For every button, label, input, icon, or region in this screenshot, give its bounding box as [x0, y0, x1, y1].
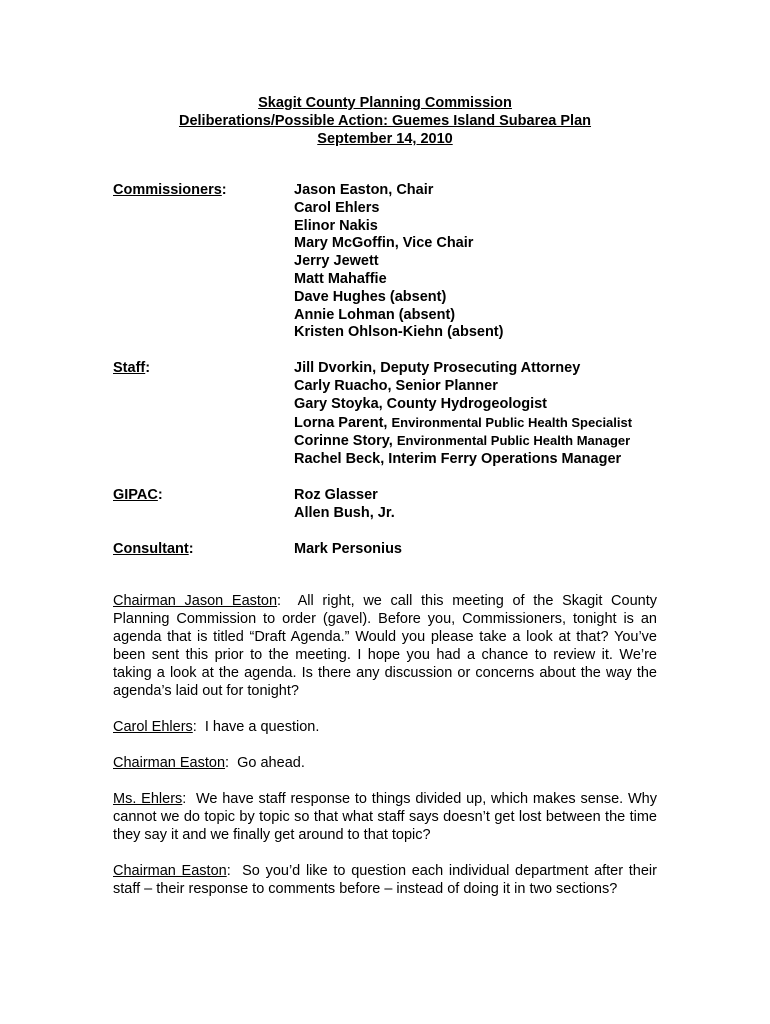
transcript-paragraph: Carol Ehlers: I have a question.: [113, 719, 320, 735]
speaker-name: Chairman Easton: [113, 863, 227, 879]
commissioner-name: Carol Ehlers: [294, 199, 380, 216]
gipac-member: Roz Glasser: [294, 486, 378, 503]
transcript-paragraph: Chairman Jason Easton: All right, we call this meeting of the Skagit County Planning Commission to order (gavel). Before you, Commissioners, tonight is an agenda that is titled “Draft Agenda.” Would you please take a look at that? You’ve been sent this prior to the meeting. I hope you had a chance to review it. We’re taking a look at the agenda. Is there any discussion or concerns about the way the agenda’s laid out for tonight?: [113, 593, 658, 699]
commissioner-name: Jason Easton, Chair: [294, 182, 434, 198]
header-agenda-title: Deliberations/Possible Action: Guemes Island Subarea Plan: [178, 113, 592, 129]
commissioner-name: Jerry Jewett: [294, 253, 379, 270]
speech-text: We have staff response to things divided up, which makes sense. Why cannot we do topic by topic so that what staff says doesn’t get lost between the time they say it and we finally get around to that topic?: [113, 791, 657, 843]
attendance-roster: [113, 182, 673, 558]
speaker-name: Carol Ehlers: [113, 719, 193, 735]
speech-text: I have a question.: [204, 719, 320, 735]
commissioner-name: Matt Mahaffie: [294, 270, 387, 287]
speech-text: So you’d like to question each individual department after their staff – their response to comments before – instead of doing it in two sections?: [113, 863, 657, 897]
document-header: [0, 94, 770, 148]
staff-list: [294, 360, 632, 469]
speaker-name: Ms. Ehlers: [113, 791, 183, 807]
speech-text: All right, we call this meeting of the Skagit County Planning Commission to order (gavel). Before you, Commissioners, tonight is an agenda that is titled “Draft Agenda.” Would you please take a look at that? You’ve been sent this prior to the meeting. I hope you had a chance to review it. We’re taking a look at the agenda. Is there any discussion or concerns about the way the agenda’s laid out for tonight?: [113, 593, 658, 699]
commissioners-label: Commissioners: [113, 182, 222, 198]
speaker-name: Chairman Easton: [113, 755, 226, 771]
staff-member: Rachel Beck, Interim Ferry Operations Manager: [294, 451, 622, 468]
gipac-list: [294, 487, 395, 523]
staff-label: Staff: [113, 360, 146, 377]
commissioner-name: Elinor Nakis: [294, 217, 378, 234]
gipac-label: GIPAC: [113, 486, 158, 503]
staff-member: Carly Ruacho, Senior Planner: [294, 377, 498, 394]
staff-group: Staff: Jill Dvorkin, Deputy Prosecuting Attorney Carly Ruacho, Senior Planner Gary Stoyka, County Hydrogeologist Lorna Parent, Environmental Public Health Specialist Corinne Story, Environmental Public Health Manager Rachel Beck, Interim Ferry Operations Manager: [113, 360, 633, 468]
speech-text: Go ahead.: [237, 755, 305, 771]
commissioners-list: [294, 182, 503, 342]
consultant-list: [294, 541, 402, 559]
consultant-label: Consultant: [113, 540, 189, 557]
staff-title: Environmental Public Health Specialist: [391, 414, 633, 430]
speaker-name: Chairman Jason Easton: [113, 593, 278, 609]
header-commission-title: Skagit County Planning Commission: [258, 95, 512, 111]
transcript-paragraph: Chairman Easton: So you’d like to question each individual department after their staff – their response to comments before – instead of doing it in two sections?: [113, 863, 657, 897]
gipac-group: GIPAC: Roz Glasser Allen Bush, Jr.: [113, 486, 395, 521]
header-date: September 14, 2010: [317, 131, 453, 147]
commissioner-name: Mary McGoffin, Vice Chair: [294, 235, 474, 252]
transcript-paragraph: Chairman Easton: Go ahead.: [113, 755, 305, 771]
meeting-transcript: [113, 592, 657, 916]
transcript-paragraph: Ms. Ehlers: We have staff response to things divided up, which makes sense. Why cannot we do topic by topic so that what staff says doesn’t get lost between the time they say it and we finally get around to that topic?: [113, 791, 657, 843]
commissioner-name: Annie Lohman (absent): [294, 306, 456, 323]
staff-member: Lorna Parent, Environmental Public Health Specialist: [294, 414, 633, 431]
gipac-member: Allen Bush, Jr.: [294, 504, 395, 521]
staff-member: Gary Stoyka, County Hydrogeologist: [294, 395, 547, 412]
consultant-member: Mark Personius: [294, 540, 402, 557]
commissioners-group: Commissioners: Jason Easton, Chair Carol Ehlers Elinor Nakis Mary McGoffin, Vice Chair Jerry Jewett Matt Mahaffie Dave Hughes (absent) Annie Lohman (absent) Kristen Ohlson-Kiehn (absent): [113, 182, 504, 341]
staff-member: Jill Dvorkin, Deputy Prosecuting Attorney: [294, 360, 581, 377]
commissioner-name: Kristen Ohlson-Kiehn (absent): [294, 324, 504, 341]
staff-title: Environmental Public Health Manager: [396, 433, 631, 449]
consultant-group: Consultant: Mark Personius: [113, 540, 402, 557]
commissioner-name: Dave Hughes (absent): [294, 288, 447, 305]
staff-member: Corinne Story, Environmental Public Health Manager: [294, 433, 631, 450]
